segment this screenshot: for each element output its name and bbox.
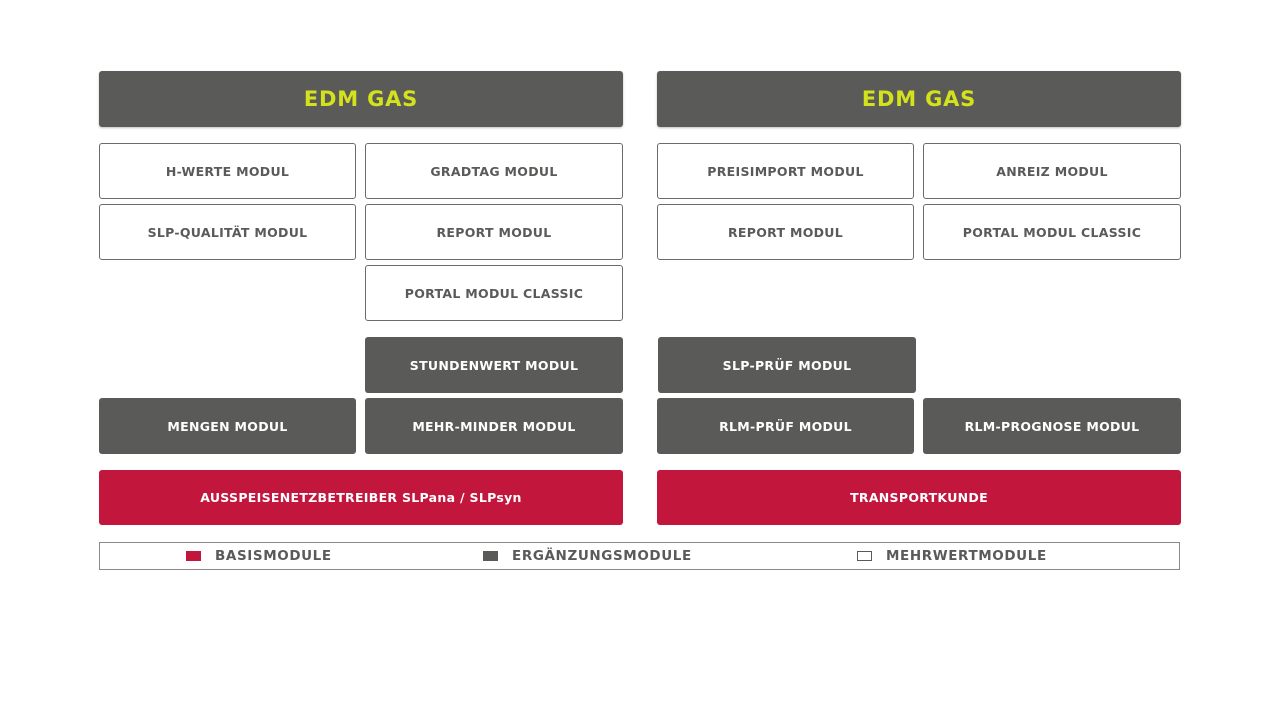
right-header-title: EDM GAS (657, 71, 1181, 127)
ergaenzung-swatch-icon (483, 551, 498, 561)
left-module-gradtag: GRADTAG MODUL (365, 143, 623, 199)
legend (99, 542, 1180, 570)
left-header-title: EDM GAS (99, 71, 623, 127)
mehrwert-swatch-icon (857, 551, 872, 561)
left-basis-module: AUSSPEISENETZBETREIBER SLPana / SLPsyn (99, 470, 623, 525)
legend-label-basis: BASISMODULE (215, 548, 332, 564)
right-module-portal-classic: PORTAL MODUL CLASSIC (923, 204, 1181, 260)
right-module-rlm-prognose: RLM-PROGNOSE MODUL (923, 398, 1181, 454)
legend-label-ergaenzung: ERGÄNZUNGSMODULE (512, 548, 692, 564)
right-module-report: REPORT MODUL (657, 204, 914, 260)
left-module-slp-qualitaet: SLP-QUALITÄT MODUL (99, 204, 356, 260)
right-module-rlm-pruef: RLM-PRÜF MODUL (657, 398, 914, 454)
legend-item-basis (186, 543, 332, 569)
basis-swatch-icon (186, 551, 201, 561)
legend-label-mehrwert: MEHRWERTMODULE (886, 548, 1047, 564)
left-module-mehr-minder: MEHR-MINDER MODUL (365, 398, 623, 454)
left-module-mengen: MENGEN MODUL (99, 398, 356, 454)
right-basis-module: TRANSPORTKUNDE (657, 470, 1181, 525)
left-module-h-werte: H-WERTE MODUL (99, 143, 356, 199)
left-module-stundenwert: STUNDENWERT MODUL (365, 337, 623, 393)
left-module-report: REPORT MODUL (365, 204, 623, 260)
right-module-slp-pruef: SLP-PRÜF MODUL (658, 337, 916, 393)
legend-item-ergaenzung (483, 543, 692, 569)
left-module-portal-classic: PORTAL MODUL CLASSIC (365, 265, 623, 321)
right-module-anreiz: ANREIZ MODUL (923, 143, 1181, 199)
right-module-preisimport: PREISIMPORT MODUL (657, 143, 914, 199)
legend-item-mehrwert (857, 543, 1047, 569)
